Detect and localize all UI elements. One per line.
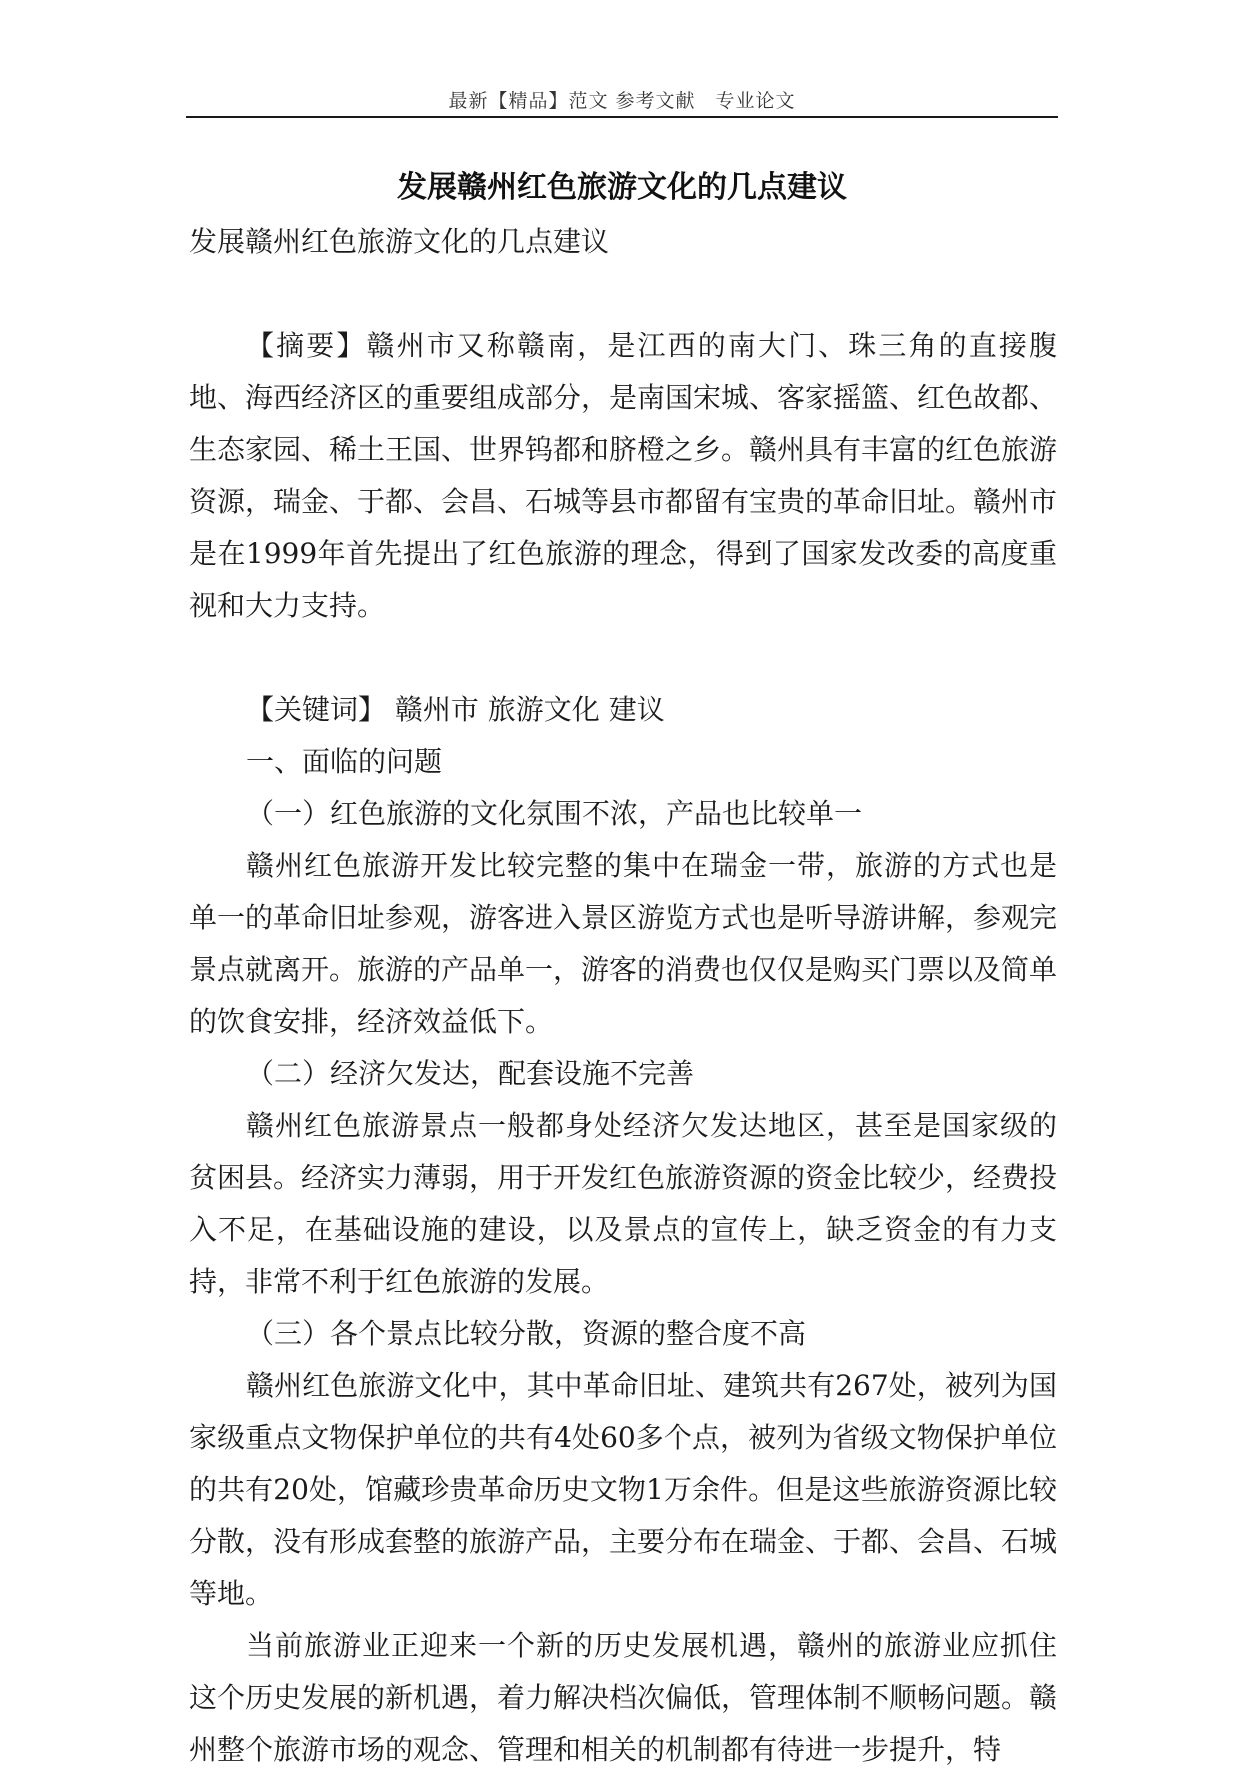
subsection-heading-3: （三）各个景点比较分散，资源的整合度不高: [246, 1317, 807, 1350]
subsection-paragraph-2: 赣州红色旅游景点一般都身处经济欠发达地区，甚至是国家级的贫困县。经济实力薄弱，用于开发红色旅游资源的资金比较少，经费投入不足，在基础设施的建设，以及景点的宣传上，缺乏资金的有力支持，非常不利于红色旅游的发展。: [189, 1109, 1058, 1298]
closing-paragraph: 当前旅游业正迎来一个新的历史发展机遇，赣州的旅游业应抓住这个历史发展的新机遇，着力解决档次偏低，管理体制不顺畅问题。赣州整个旅游市场的观念、管理和相关的机制都有待进一步提升，特: [189, 1629, 1058, 1766]
subsection-paragraph-3: 赣州红色旅游文化中，其中革命旧址、建筑共有267处，被列为国家级重点文物保护单位的共有4处60多个点，被列为省级文物保护单位的共有20处，馆藏珍贵革命历史文物1万余件。但是这些旅游资源比较分散，没有形成套整的旅游产品，主要分布在瑞金、于都、会昌、石城等地。: [189, 1369, 1058, 1610]
running-header: 最新【精品】范文 参考文献 专业论文: [448, 90, 796, 112]
document-title: 发展赣州红色旅游文化的几点建议: [397, 170, 847, 205]
header-divider: [186, 116, 1058, 118]
spacer: [189, 268, 1057, 320]
abstract-paragraph: 【摘要】赣州市又称赣南，是江西的南大门、珠三角的直接腹地、海西经济区的重要组成部分，是南国宋城、客家摇篮、红色故都、生态家园、稀土王国、世界钨都和脐橙之乡。赣州具有丰富的红色旅游资源，瑞金、于都、会昌、石城等县市都留有宝贵的革命旧址。赣州市是在1999年首先提出了红色旅游的理念，得到了国家发改委的高度重视和大力支持。: [189, 329, 1058, 622]
subsection-heading-1: （一）红色旅游的文化氛围不浓，产品也比较单一: [246, 797, 863, 830]
spacer: [189, 632, 1057, 684]
subsection-heading-2: （二）经济欠发达，配套设施不完善: [246, 1057, 695, 1090]
document-subtitle: 发展赣州红色旅游文化的几点建议: [189, 225, 610, 258]
keywords-line: 【关键词】 赣州市 旅游文化 建议: [246, 693, 665, 726]
subsection-paragraph-1: 赣州红色旅游开发比较完整的集中在瑞金一带，旅游的方式也是单一的革命旧址参观，游客进入景区游览方式也是听导游讲解，参观完景点就离开。旅游的产品单一，游客的消费也仅仅是购买门票以及简单的饮食安排，经济效益低下。: [189, 849, 1058, 1038]
document-body: [189, 216, 1057, 1776]
section-heading-problems: 一、面临的问题: [246, 745, 443, 778]
